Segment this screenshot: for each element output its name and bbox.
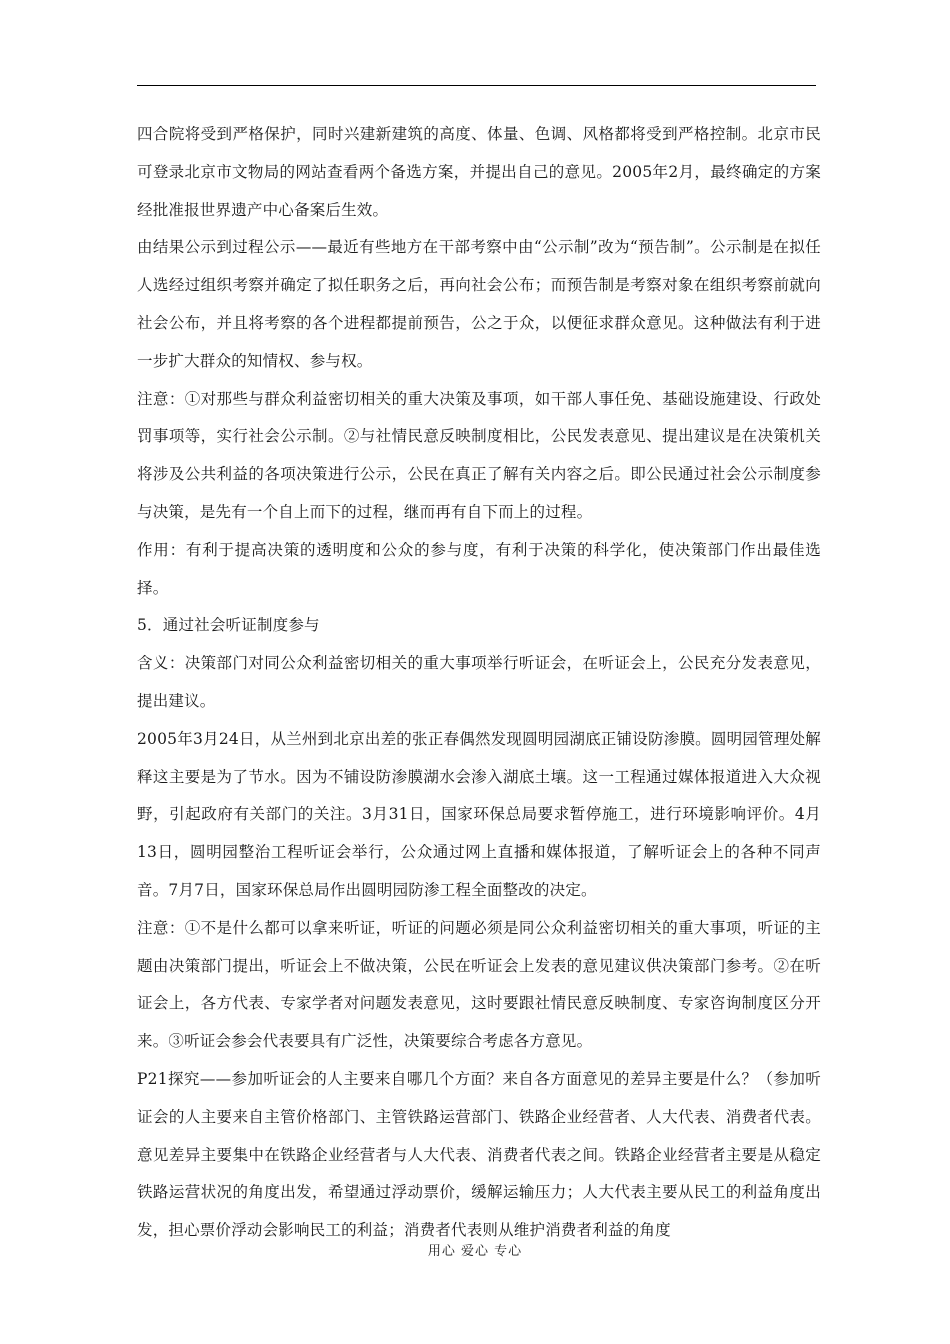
header-rule xyxy=(137,85,816,86)
paragraph: 作用：有利于提高决策的透明度和公众的参与度，有利于决策的科学化，使决策部门作出最佳选择。 xyxy=(137,540,821,597)
paragraph: P21探究——参加听证会的人主要来自哪几个方面？来自各方面意见的差异主要是什么？（参加听证会的人主要来自主管价格部门、主管铁路运营部门、铁路企业经营者、人大代表、消费者代表。意见差异主要集中在铁路企业经营者与人大代表、消费者代表之间。铁路企业经营者主要是从稳定铁路运营状况的角度出发，希望通过浮动票价，缓解运输压力；人大代表主要从民工的利益角度出发，担心票价浮动会影响民工的利益；消费者代表则从维护消费者利益的角度 xyxy=(137,1069,821,1240)
paragraph: 四合院将受到严格保护，同时兴建新建筑的高度、体量、色调、风格都将受到严格控制。北京市民可登录北京市文物局的网站查看两个备选方案，并提出自己的意见。2005年2月，最终确定的方案经批准报世界遗产中心备案后生效。 xyxy=(137,125,821,219)
paragraph: 含义：决策部门对同公众利益密切相关的重大事项举行听证会，在听证会上，公民充分发表意见，提出建议。 xyxy=(137,654,821,710)
document-body xyxy=(137,116,821,1250)
paragraph: 注意：①对那些与群众利益密切相关的重大决策及事项，如干部人事任免、基础设施建设、行政处罚事项等，实行社会公示制。②与社情民意反映制度相比，公民发表意见、提出建议是在决策机关将涉及公共利益的各项决策进行公示，公民在真正了解有关内容之后。即公民通过社会公示制度参与决策，是先有一个自上而下的过程，继而再有自下而上的过程。 xyxy=(137,389,821,521)
page-footer: 用心 爱心 专心 xyxy=(427,1244,523,1259)
paragraph: 由结果公示到过程公示——最近有些地方在干部考察中由“公示制”改为“预告制”。公示制是在拟任人选经过组织考察并确定了拟任职务之后，再向社会公布；而预告制是考察对象在组织考察前就向社会公布，并且将考察的各个进程都提前预告，公之于众，以便征求群众意见。这种做法有利于进一步扩大群众的知情权、参与权。 xyxy=(137,238,821,370)
paragraph: 注意：①不是什么都可以拿来听证，听证的问题必须是同公众利益密切相关的重大事项，听证的主题由决策部门提出，听证会上不做决策，公民在听证会上发表的意见建议供决策部门参考。②在听证会上，各方代表、专家学者对问题发表意见，这时要跟社情民意反映制度、专家咨询制度区分开来。③听证会参会代表要具有广泛性，决策要综合考虑各方意见。 xyxy=(137,918,821,1051)
paragraph: 2005年3月24日，从兰州到北京出差的张正春偶然发现圆明园湖底正铺设防渗膜。圆明园管理处解释这主要是为了节水。因为不铺设防渗膜湖水会渗入湖底土壤。这一工程通过媒体报道进入大众视野，引起政府有关部门的关注。3月31日，国家环保总局要求暂停施工，进行环境影响评价。4月13日，圆明园整治工程听证会举行，公众通过网上直播和媒体报道，了解听证会上的各种不同声音。7月7日，国家环保总局作出圆明园防渗工程全面整改的决定。 xyxy=(137,729,821,899)
section-heading: 5．通过社会听证制度参与 xyxy=(137,616,320,635)
